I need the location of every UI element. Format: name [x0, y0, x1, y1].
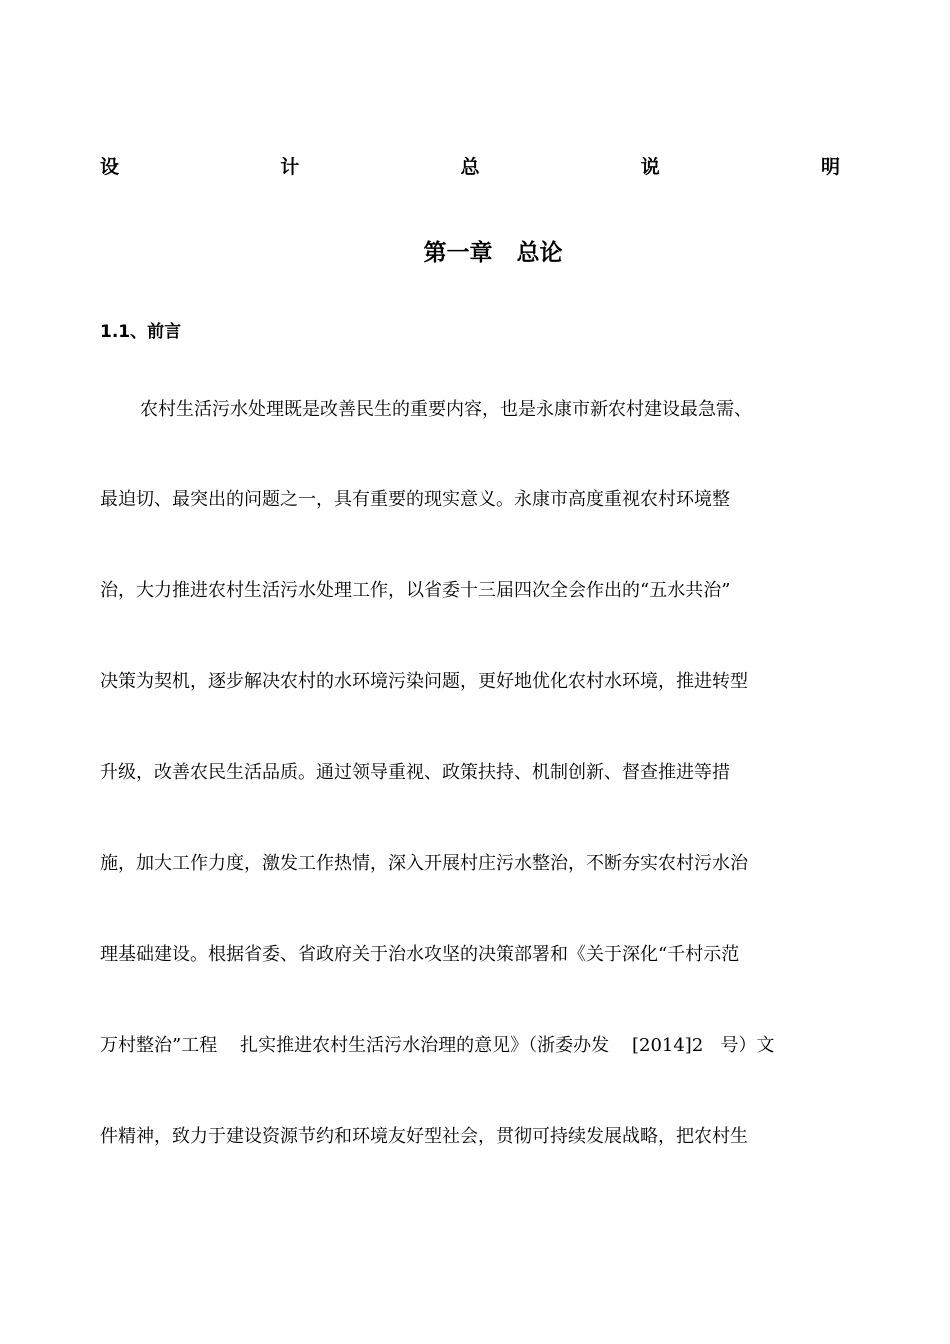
paragraph-line: 件精神，致力于建设资源节约和环境友好型社会，贯彻可持续发展战略，把农村生 [100, 1126, 748, 1147]
paragraph-line: 施，加大工作力度，激发工作热情，深入开展村庄污水整治，不断夯实农村污水治 [100, 853, 748, 874]
paragraph-line: 理基础建设。根据省委、省政府关于治水攻坚的决策部署和《关于深化“千村示范 [100, 944, 740, 965]
paragraph-line: 升级，改善农民生活品质。通过领导重视、政策扶持、机制创新、督查推进等措 [100, 762, 730, 783]
document-title-char: 设 [100, 156, 120, 178]
paragraph-line: 农村生活污水处理既是改善民生的重要内容，也是永康市新农村建设最急需、 [140, 399, 752, 420]
paragraph-line: 万村整治”工程 扎实推进农村生活污水治理的意见》（浙委办发 [2014]2 号）文 [100, 1035, 775, 1056]
paragraph-line: 治，大力推进农村生活污水处理工作，以省委十三届四次全会作出的“五水共治” [100, 580, 731, 601]
document-title-char: 明 [820, 156, 840, 178]
document-title [100, 152, 840, 179]
document-title-char: 说 [640, 156, 660, 178]
chapter-title: 第一章 总论 [423, 240, 563, 266]
paragraph-line: 决策为契机，逐步解决农村的水环境污染问题，更好地优化农村水环境，推进转型 [100, 671, 748, 692]
document-title-char: 计 [280, 156, 300, 178]
paragraph-line: 最迫切、最突出的问题之一，具有重要的现实意义。永康市高度重视农村环境整 [100, 489, 730, 510]
section-heading: 1.1、前言 [100, 322, 182, 342]
document-title-char: 总 [460, 156, 480, 178]
